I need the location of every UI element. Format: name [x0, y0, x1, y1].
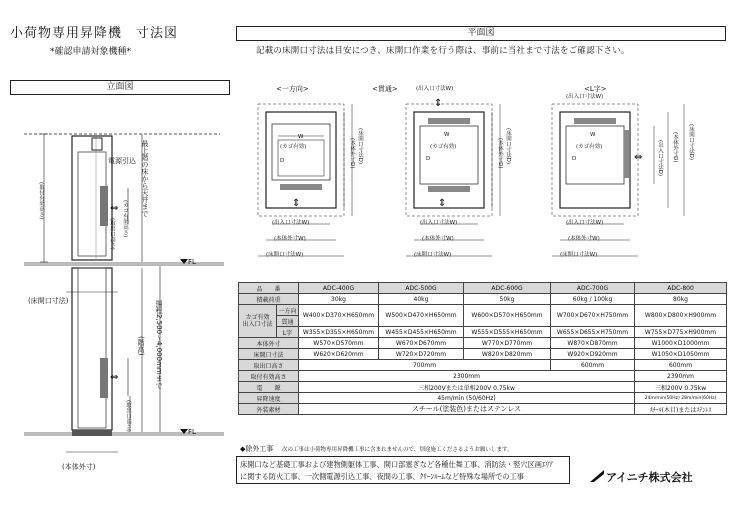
outer-w-label: (本体外寸W) — [274, 236, 306, 242]
opening-w-label: (床開口寸法W) — [266, 252, 304, 258]
model-0: ADC-400G — [299, 283, 379, 294]
inner-d-label: D — [280, 158, 285, 164]
outer-1: W670×D670mm — [379, 338, 464, 349]
opening-4: W1050×D1050mm — [635, 349, 727, 360]
material-label: 外装素材 — [239, 404, 299, 415]
cage-height-label: (カゴ有効高さ) — [122, 200, 128, 238]
outer-label: 本体外寸 — [239, 338, 299, 349]
table-row — [239, 283, 727, 294]
opening-2: W820×D820mm — [464, 349, 551, 360]
brand-name: アイニチ株式会社 — [606, 471, 693, 484]
svg-text:⇕: ⇕ — [434, 98, 443, 109]
power-b: 三相200V 0.75kw — [635, 382, 727, 393]
opening-0: W620×D620mm — [299, 349, 379, 360]
exclusions-box — [236, 456, 570, 484]
svg-text:⇔: ⇔ — [110, 372, 119, 383]
cage-one-0: W400×D370×H650mm — [299, 305, 379, 327]
opening-d-label: (床開口寸法D) — [357, 128, 363, 165]
exclusions-line-1: 床開口など基礎工事および建物側躯体工事、開口部塞ぎなど各種仕舞工事、消防法・竪穴区画ｴﾘｱ — [240, 460, 553, 469]
power-label: 電源引込 — [108, 157, 136, 165]
elevation-section-header: 立面図 — [10, 80, 230, 95]
cage-label: (カゴ有効) — [576, 144, 603, 150]
fl-bottom-label: FL — [188, 428, 196, 436]
exclusions-lead: 次の工事は小荷物専用昇降機工事に含まれませんので、別途施工くださるようお願いします。 — [282, 447, 513, 453]
inner-d-label: D — [572, 156, 577, 162]
plan-view-one-way — [248, 80, 408, 270]
inner-w-label: W — [590, 132, 596, 138]
load-4: 80kg — [635, 294, 727, 305]
table-row — [239, 338, 727, 349]
model-3: ADC-700G — [551, 283, 635, 294]
travel-label: 揚程2,500〜4,000mmまで — [155, 300, 163, 389]
table-row — [239, 404, 727, 415]
cage-one-4: W800×D800×H900mm — [635, 305, 727, 327]
opening-w-label: (床開口寸法W) — [414, 252, 452, 258]
plan-section-header: 平面図 — [236, 26, 726, 41]
view-title: <貫通> — [372, 85, 398, 93]
eff-a: 2300mm — [299, 371, 635, 382]
opening-3: W920×D920mm — [551, 349, 635, 360]
cage-l-1: W455×D455×H650mm — [379, 327, 464, 338]
model-2: ADC-600G — [464, 283, 551, 294]
load-2: 50kg — [464, 294, 551, 305]
outer-d-label: (本体外寸D) — [497, 138, 503, 169]
outer-w-label: (本体外寸W) — [568, 236, 600, 242]
type-through: 貫通 — [277, 316, 299, 327]
exclusions-title: ◆除外工事 — [240, 445, 274, 453]
outer-d-label: (本体外寸D) — [349, 138, 355, 169]
opening-d-label: (床開口寸法D) — [505, 128, 511, 165]
opening-d-label: (床開口寸法D) — [688, 124, 694, 161]
fl-top-label: FL — [188, 258, 196, 266]
material-b: ｽﾁｰﾙ(木目)またはｽﾃﾝﾚｽ — [635, 404, 727, 415]
cage-one-1: W500×D470×H650mm — [379, 305, 464, 327]
opening-label: 床開口寸法 — [239, 349, 299, 360]
table-row — [239, 360, 727, 371]
table-row — [239, 349, 727, 360]
speed-label: 昇降速度 — [239, 393, 299, 404]
outer-w-label: (本体外寸W) — [422, 236, 454, 242]
table-row — [239, 371, 727, 382]
outer-2: W770×D770mm — [464, 338, 551, 349]
entry-w-label: (出入口寸法W) — [566, 220, 604, 226]
power-label-cell: 電 源 — [239, 382, 299, 393]
page-title: 小荷物専用昇降機 寸法図 — [10, 26, 179, 41]
mount-height-bottom-label: (取出口高さ) — [125, 400, 131, 432]
total-height-label: (取付有効高さ) — [38, 182, 44, 220]
entry-d-label: (出入口寸法D) — [657, 140, 663, 177]
load-1: 40kg — [379, 294, 464, 305]
load-0: 30kg — [299, 294, 379, 305]
table-row — [239, 327, 727, 338]
entry-w-label: (出入口寸法W) — [272, 220, 310, 226]
col-header: 品 番 — [239, 283, 299, 294]
cage-label-cell — [239, 305, 277, 338]
outer-d-label: (本体外寸D) — [672, 132, 678, 163]
mount-a: 700mm — [299, 360, 551, 371]
opening-1: W720×D720mm — [379, 349, 464, 360]
cage-label: カゴ有効 — [245, 314, 270, 321]
cage-label: (カゴ有効) — [280, 144, 307, 150]
ceiling-label: 最上階の床から天井まで — [141, 140, 149, 217]
entry-top-label: (出入口寸法W) — [566, 94, 604, 100]
cage-l-0: W355×D355×H650mm — [299, 327, 379, 338]
opening-w-label: (床開口寸法W) — [560, 252, 598, 258]
cage-l-4: W755×D775×H900mm — [635, 327, 727, 338]
table-row — [239, 305, 727, 316]
eff-label: 取付有効高さ — [239, 371, 299, 382]
outer-4: W1000×D1000mm — [635, 338, 727, 349]
brand-logo-icon — [588, 468, 606, 484]
table-row — [239, 294, 727, 305]
view-title: <L字> — [584, 85, 607, 93]
svg-text:⇕: ⇕ — [438, 198, 447, 209]
outer-3: W870×D870mm — [551, 338, 635, 349]
plan-view-through — [372, 80, 560, 270]
material-a: スチール(塗装色)またはステンレス — [299, 404, 635, 415]
table-row — [239, 382, 727, 393]
mount-label: 取出口高さ — [239, 360, 299, 371]
eff-b: 2390mm — [635, 371, 727, 382]
inner-w-label: W — [444, 132, 450, 138]
load-3: 60kg / 100kg — [551, 294, 635, 305]
page-subtitle: *確認申請対象機種* — [50, 47, 132, 57]
cage-label: (カゴ有効) — [430, 144, 457, 150]
table-row — [239, 393, 727, 404]
type-l-shape: L字 — [277, 327, 299, 338]
load-label: 積載荷重 — [239, 294, 299, 305]
spec-table — [238, 282, 727, 415]
inner-d-label: D — [426, 156, 431, 162]
svg-text:⇔: ⇔ — [110, 203, 119, 214]
entry-w-label: (出入口寸法W) — [420, 220, 458, 226]
model-1: ADC-500G — [379, 283, 464, 294]
cage-sub-label: 出入口寸法 — [242, 321, 273, 328]
model-4: ADC-800 — [635, 283, 727, 294]
cage-l-2: W555×D555×H650mm — [464, 327, 551, 338]
mount-b: 600mm — [551, 360, 635, 371]
cage-l-3: W655×D655×H750mm — [551, 327, 635, 338]
outer-0: W570×D570mm — [299, 338, 379, 349]
view-title: <一方向> — [276, 85, 309, 93]
exclusions-line-2: に関する防火工事、一次側電源引込工事、夜間の工事、ｸﾘｰﾝﾙｰﾑなど特殊な場所での工事 — [240, 472, 524, 481]
mount-c: 600mm — [635, 360, 727, 371]
floor-opening-label: (床開口寸法) — [28, 297, 69, 305]
svg-text:⇔: ⇔ — [634, 152, 643, 163]
cage-one-3: W700×D670×H750mm — [551, 305, 635, 327]
floor-height-label: (階高) — [137, 336, 145, 356]
plan-note: 記載の床開口寸法は目安につき、床開口作業を行う際は、事前に当社まで寸法をご確認下さい。 — [256, 46, 630, 56]
svg-text:⇕: ⇕ — [292, 198, 301, 209]
body-size-label: (本体外寸) — [62, 463, 96, 471]
power-a: 三相200Vまたは単相200V 0.75kw — [299, 382, 635, 393]
entry-top-label: (出入口寸法W) — [416, 86, 454, 92]
plan-view-l-shape — [550, 80, 726, 270]
cage-one-2: W600×D570×H650mm — [464, 305, 551, 327]
speed-a: 45m/min (50/60Hz) — [299, 393, 635, 404]
mount-height-top-label: (取出口高さ) — [109, 218, 115, 250]
type-one-way: 一方向 — [277, 305, 299, 316]
speed-b: 24m/min(50Hz) 28m/min(60Hz) — [635, 393, 727, 404]
inner-w-label: W — [298, 134, 304, 140]
